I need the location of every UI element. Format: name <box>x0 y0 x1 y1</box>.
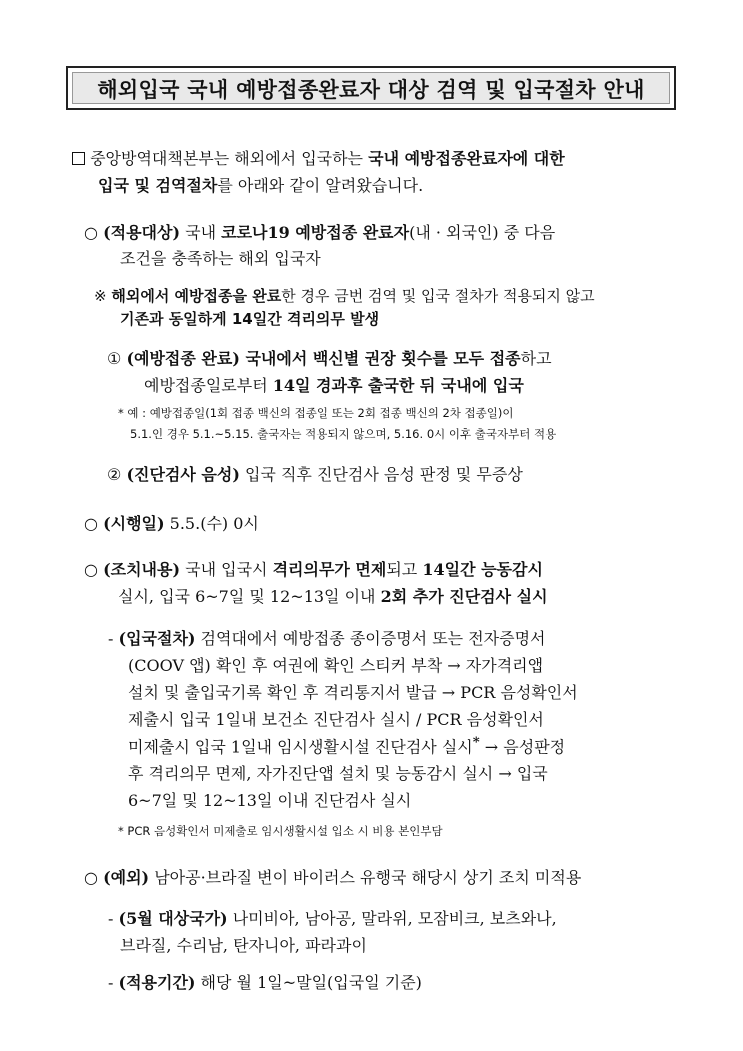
target-text-c: (내 · 외국인) 중 다음 <box>409 223 556 242</box>
period-line <box>108 970 422 993</box>
note-mark-icon: ※ <box>94 287 107 305</box>
cond1-label: (예방접종 완료) <box>126 349 240 368</box>
cond1-example-2: 5.1.인 경우 5.1.~5.15. 출국자는 적용되지 않으며, 5.16. 0시 이후 출국자부터 적용 <box>130 427 557 441</box>
intro-bold-2: 입국 및 검역절차 <box>98 176 218 195</box>
countries-text-1: 나미비아, 남아공, 말라위, 모잠비크, 보츠와나, <box>227 909 557 928</box>
intro-bold: 국내 예방접종완료자에 대한 <box>368 149 565 168</box>
countries-line-1 <box>108 906 557 929</box>
cond1-text: 하고 <box>520 349 552 368</box>
intro-line-1 <box>72 146 565 169</box>
target-text-a: 국내 <box>180 223 222 242</box>
procedure-text-4-tail: → 음성판정 <box>479 737 566 757</box>
cond1-line-1 <box>107 346 552 369</box>
period-label: (적용기간) <box>118 973 196 992</box>
target-line-2: 조건을 충족하는 해외 입국자 <box>120 249 321 268</box>
procedure-line-1 <box>108 626 545 649</box>
period-text: 해당 월 1일~말일(입국일 기준) <box>195 973 422 992</box>
measures-bold-d: 14일간 능동감시 <box>422 560 543 579</box>
procedure-line-5 <box>128 734 565 757</box>
cond1-line-2 <box>144 373 524 396</box>
measures-text-2: 실시, 입국 6~7일 및 12~13일 이내 <box>118 587 381 606</box>
effective-label: (시행일) <box>103 514 165 533</box>
cond2-line <box>107 462 523 485</box>
intro-text-2: 를 아래와 같이 알려왔습니다. <box>217 176 424 195</box>
circled-two-icon: ② <box>107 465 122 484</box>
cond1-example-1: * 예 : 예방접종일(1회 접종 백신의 접종일 또는 2회 접종 백신의 2차 접종일)이 <box>118 406 514 420</box>
procedure-line-3: 설치 및 출입국기록 확인 후 격리통지서 발급 → PCR 음성확인서 <box>128 683 578 702</box>
cond1-text-2: 예방접종일로부터 <box>144 376 273 395</box>
intro-text: 중앙방역대책본부는 해외에서 입국하는 <box>90 149 369 168</box>
measures-text-c: 되고 <box>386 560 423 579</box>
procedure-line-7: 6~7일 및 12~13일 이내 진단검사 실시 <box>128 791 412 810</box>
page-title: 해외입국 국내 예방접종완료자 대상 검역 및 입국절차 안내 <box>72 72 670 104</box>
title-box <box>66 66 676 110</box>
countries-label: (5월 대상국가) <box>118 909 228 928</box>
exception-line <box>84 865 581 888</box>
procedure-footnote: * PCR 음성확인서 미제출로 임시생활시설 입소 시 비용 본인부담 <box>118 824 443 838</box>
procedure-label: (입국절차) <box>118 629 196 648</box>
target-line-1 <box>84 220 555 243</box>
checkbox-square-icon <box>72 152 85 165</box>
note-bold: 해외에서 예방접종을 완료 <box>111 287 282 305</box>
footnote-star: * <box>472 734 480 750</box>
measures-text-a: 국내 입국시 <box>180 560 273 579</box>
bullet-circle-icon: ○ <box>84 560 98 579</box>
measures-line-2 <box>118 584 548 607</box>
countries-line-2: 브라질, 수리남, 탄자니아, 파라과이 <box>120 936 367 955</box>
procedure-text-0: 검역대에서 예방접종 종이증명서 또는 전자증명서 <box>195 629 546 648</box>
bullet-circle-icon: ○ <box>84 514 98 533</box>
intro-line-2 <box>98 173 423 196</box>
exception-text: 남아공·브라질 변이 바이러스 유행국 해당시 상기 조치 미적용 <box>149 868 582 887</box>
cond1-bold-2: 14일 경과후 출국한 뒤 국내에 입국 <box>272 376 524 395</box>
exception-label: (예외) <box>103 868 150 887</box>
measures-bold-b: 격리의무가 면제 <box>272 560 387 579</box>
target-bold: 코로나19 예방접종 완료자 <box>221 223 410 242</box>
effective-line <box>84 511 259 534</box>
target-label: (적용대상) <box>103 223 181 242</box>
procedure-text-4: 미제출시 입국 1일내 임시생활시설 진단검사 실시 <box>128 737 473 757</box>
cond2-label: (진단검사 음성) <box>126 465 240 484</box>
bullet-circle-icon: ○ <box>84 223 98 242</box>
note-line-2: 기존과 동일하게 14일간 격리의무 발생 <box>120 310 380 328</box>
bullet-circle-icon: ○ <box>84 868 98 887</box>
dash-bullet: - <box>108 973 114 992</box>
cond1-bold: 국내에서 백신별 권장 횟수를 모두 접종 <box>239 349 521 368</box>
measures-line-1 <box>84 557 543 580</box>
note-text: 한 경우 금번 검역 및 입국 절차가 적용되지 않고 <box>281 287 595 305</box>
dash-bullet: - <box>108 629 114 648</box>
procedure-line-4: 제출시 입국 1일내 보건소 진단검사 실시 / PCR 음성확인서 <box>128 710 544 729</box>
procedure-line-6: 후 격리의무 면제, 자가진단앱 설치 및 능동감시 실시 → 입국 <box>128 764 548 783</box>
effective-text: 5.5.(수) 0시 <box>164 514 259 533</box>
procedure-line-2: (COOV 앱) 확인 후 여권에 확인 스티커 부착 → 자가격리앱 <box>128 656 544 675</box>
measures-label: (조치내용) <box>103 560 181 579</box>
circled-one-icon: ① <box>107 349 122 368</box>
dash-bullet: - <box>108 909 114 928</box>
note-line-1 <box>94 285 595 306</box>
cond2-text: 입국 직후 진단검사 음성 판정 및 무증상 <box>239 465 523 484</box>
measures-bold-2: 2회 추가 진단검사 실시 <box>380 587 548 606</box>
